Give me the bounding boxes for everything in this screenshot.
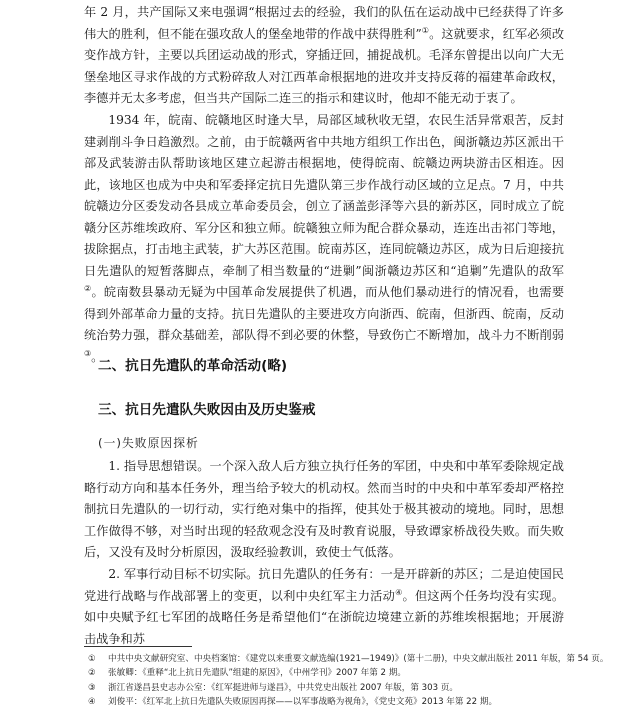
- footnote-item: [88, 681, 568, 695]
- footnote-item: [88, 695, 568, 709]
- section-heading-two: 二、抗日先遣队的革命活动(略): [98, 358, 288, 374]
- paragraph-1-tail: 。这就要求，红军必须改变作战方针，主要以兵团运动战的形式，穿插迂回，捕捉战机。毛泽东曾提出以向广大无堡垒地区寻求作战的方式粉碎敌人对江西革命根据地的进攻并支持反蒋的福建革命政权，李德并无太多考虑，但当共产国际二连三的指示和建议时，他却不能无动于衷了。: [84, 26, 565, 105]
- footnote-ref-1[interactable]: ①: [421, 25, 430, 35]
- paragraph-1: [84, 2, 564, 110]
- paragraph-3-text: 1. 指导思想错误。一个深入敌人后方独立执行任务的军团，中央和中革军委除规定战略行动方向和基本任务外，理当给予较大的机动权。然而当时的中央和中革军委却严格控制抗日先遣队的一切行动，实行绝对集中的指挥，使其处于极其被动的境地。同时，思想工作做得不够，对当时出现的轻敌观念没有及时教育说服，导致谭家桥战役失败。而失败后，又没有及时分析原因，汲取经验教训，致使士气低落。: [84, 459, 564, 559]
- footnotes: [88, 652, 609, 710]
- paragraph-2-text: 1934 年，皖南、皖赣地区时逢大旱，局部区域秋收无望，农民生活异常艰苦，反封建剥削斗争日趋激烈。之前，由于皖赣两省中共地方组织工作出色，闽浙赣边苏区派出干部及武装游击队帮助该地区建立起游击根据地，使得皖南、皖赣边两块游击区相连。因此，该地区也成为中央和军委择定抗日先遣队第三步作战行动区域的立足点。7 月，中共皖赣边分区委发动各县成立革命委员会，创立了涵盖彭泽等六县的新苏区，同时成立了皖赣分区苏维埃政府、军分区和独立师。皖赣独立师为配合群众暴动，连连出击祁门等地，拔除据点，打击地主武装，扩大苏区范围。皖南苏区，连同皖赣边苏区，成为日后迎接抗日先遣队的短暂落脚点，牵制了相当数量的“进剿”闽浙赣边苏区和“追剿”先遣队的敌军: [84, 113, 564, 278]
- footnote-ref-2[interactable]: ②: [84, 283, 92, 293]
- footnote-mark: ①: [88, 654, 96, 664]
- paragraph-4-text: 2. 军事行动目标不切实际。抗日先遣队的任务有：一是开辟新的苏区；二是迫使国民党进行战略与作战部署上的变更，以利中央红军主力活动: [84, 567, 564, 603]
- footnote-mark: ④: [88, 697, 96, 708]
- footnote-text: 张敏卿：《重释“北上抗日先遣队”组建的原因》，《中州学刊》2007 年第 2 期。: [108, 668, 406, 679]
- footnote-divider: [84, 646, 192, 647]
- paragraph-1-text: 年 2 月，共产国际又来电强调“根据过去的经验，我们的队伍在运动战中已经获得了许多伟大的胜利，但不能在强攻敌人的堡垒地带的作战中获得胜利”: [84, 5, 564, 41]
- paragraph-2: [84, 110, 564, 368]
- paragraph-4: [84, 564, 564, 650]
- footnote-mark: ②: [88, 668, 96, 679]
- footnote-item: [88, 666, 568, 680]
- footnote-text: 中共中央文献研究室、中央档案馆：《建党以来重要文献选编(1921—1949)》(第十二册)，中央文献出版社 2011 年版，第 54 页。: [108, 654, 609, 664]
- paragraph-4-tail: 。但这两个任务均没有实现。如中央赋予红七军团的战略任务是希望他们“在浙皖边境建立新的苏维埃根据地；开展游击战争和苏: [84, 588, 565, 646]
- footnote-text: 浙江省遂昌县史志办公室：《红军挺进师与遂昌》，中共党史出版社 2007 年版，第 303 页。: [108, 682, 458, 693]
- paragraph-2-tail: 。皖南数县暴动无疑为中国革命发展提供了机遇，而从他们暴动进行的情况看，也需要得到外部革命力量的支持。抗日先遣队的主要进攻方向浙西、皖南，但浙西、皖南，反动统治势力强，群众基础差，部队得不到必要的休整，导致伤亡不断增加，战斗力不断削弱: [84, 285, 565, 342]
- footnote-ref-3[interactable]: ③: [84, 348, 92, 358]
- paragraph-2-end: 。: [91, 349, 104, 364]
- subsection-heading: (一)失败原因探析: [98, 436, 199, 450]
- footnote-item: [88, 652, 609, 666]
- footnote-mark: ③: [88, 682, 96, 693]
- footnote-ref-4[interactable]: ④: [395, 587, 403, 597]
- paragraph-3: [84, 456, 564, 564]
- footnote-text: 刘俊平：《红军北上抗日先遣队失败原因再探——以军事战略为视角》，《党史文苑》2013 年第 22 期。: [108, 697, 498, 708]
- section-heading-three: 三、抗日先遣队失败因由及历史鉴戒: [98, 402, 316, 418]
